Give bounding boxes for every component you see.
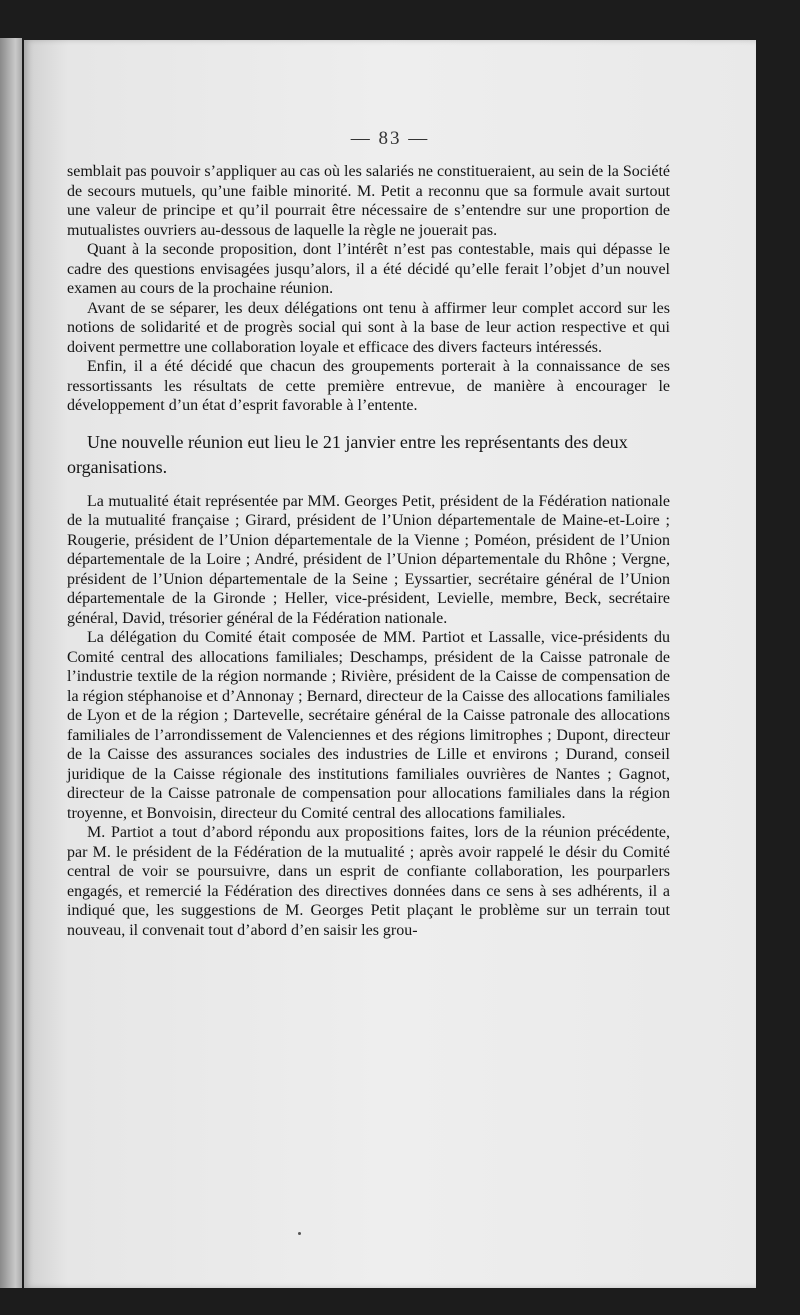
paragraph-partiot-response: M. Partiot a tout d’abord répondu aux propositions faites, lors de la réunion précédente, par M. le président de la Fédération de la mutualité ; après avoir rappelé le désir du Comité central de voir se poursuivre, dans un esprit de confiante collaboration, les pourparlers engagés, et remercié la Fédération des directives données dans ce sens à ses adhérents, il a indiqué que, les suggestions de M. Georges Petit plaçant le problème sur un terrain tout nouveau, il convenait tout d’abord d’en saisir les grou- — [67, 824, 670, 939]
paragraph-comite-delegation: La délégation du Comité était composée de MM. Partiot et Lassalle, vice-présidents du Comité central des allocations familiales; Deschamps, président de la Caisse patronale de l’industrie textile de la région normande ; Rivière, président de la Caisse de compensation de la région stéphanoise et d’Annonay ; Bernard, directeur de la Caisse des allocations familiales de Lyon et de la région ; Dartevelle, secrétaire général de la Caisse patronale des allocations familiales de l’arrondissement de Valenciennes et des régions limitrophes ; Dupont, directeur de la Caisse des assurances sociales des industries de Lille et environs ; Durand, conseil juridique de la Caisse régionale des institutions familiales ouvrières de Nantes ; Gagnot, directeur de la Caisse patronale de compensation pour allocations familiales dans la région troyenne, et Bonvoisin, directeur du Comité central des allocations familiales. — [67, 629, 670, 822]
previous-page-edge — [0, 38, 22, 1288]
page-number: — 83 — — [350, 128, 430, 149]
ink-speck — [298, 1232, 301, 1235]
paragraph-agreement: Avant de se séparer, les deux délégations ont tenu à affirmer leur complet accord sur les notions de solidarité et de progrès social qui sont à la base de leur action respective et qui doivent permettre une collaboration loyale et efficace des divers facteurs intéressés. — [67, 299, 670, 356]
paragraph-continuation: semblait pas pouvoir s’appliquer au cas où les salariés ne constitueraient, au sein de la Société de secours mutuels, qu’une faible minorité. M. Petit a reconnu que sa formule avait surtout une valeur de principe et qu’il pourrait être nécessaire de s’entendre sur une proportion de mutualistes ouvriers au-dessous de laquelle la règle ne jouerait pas. — [67, 163, 670, 239]
section-heading-new-meeting: Une nouvelle réunion eut lieu le 21 janvier entre les représentants des deux organisations. — [67, 431, 628, 477]
paragraph-mutualite-delegation: La mutualité était représentée par MM. Georges Petit, président de la Fédération nationale de la mutualité française ; Girard, président de l’Union départementale de Maine-et-Loire ; Rougerie, président de l’Union départementale de la Vienne ; Poméon, président de l’Union départementale de la Loire ; André, président de l’Union départementale du Rhône ; Vergne, président de l’Union départementale de la Seine ; Eyssartier, secrétaire général de l’Union départementale de la Gironde ; Heller, vice-président, Levielle, membre, Beck, secrétaire général, David, trésorier général de la Fédération nationale. — [67, 492, 670, 627]
document-page — [24, 40, 756, 1288]
paragraph-communication: Enfin, il a été décidé que chacun des groupements porterait à la connaissance de ses ressortissants les résultats de cette première entrevue, de manière à encourager le développement d’un état d’esprit favorable à l’entente. — [67, 358, 670, 414]
page-body — [67, 162, 670, 940]
paragraph-second-proposition: Quant à la seconde proposition, dont l’intérêt n’est pas contestable, mais qui dépasse le cadre des questions envisagées jusqu’alors, il a été décidé qu’elle ferait l’objet d’un nouvel examen au cours de la prochaine réunion. — [67, 241, 670, 297]
